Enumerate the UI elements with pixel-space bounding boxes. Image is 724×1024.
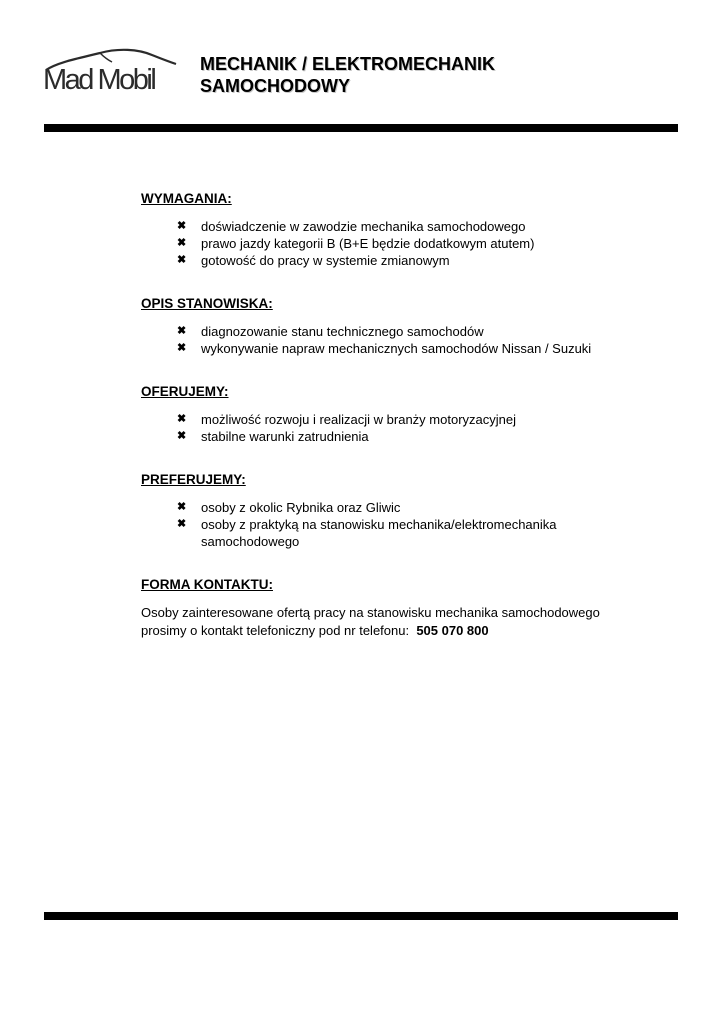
logo: [40, 44, 180, 100]
job-offer-content: [141, 190, 641, 666]
cross-mark-icon: ✖: [177, 413, 187, 425]
section-heading: PREFERUJEMY:: [141, 472, 246, 487]
contact-line-1: Osoby zainteresowane ofertą pracy na stanowisku mechanika samochodowego: [141, 605, 600, 620]
cross-mark-icon: ✖: [177, 501, 187, 513]
contact-text: [141, 604, 641, 640]
list-item: ✖ gotowość do pracy w systemie zmianowym: [177, 253, 450, 268]
list-item: ✖ wykonywanie napraw mechanicznych samochodów Nissan / Suzuki: [177, 341, 592, 356]
section-heading: OPIS STANOWISKA:: [141, 296, 273, 311]
section-heading: FORMA KONTAKTU:: [141, 577, 273, 592]
cross-mark-icon: ✖: [177, 220, 187, 232]
section-we-offer: [141, 383, 641, 445]
cross-mark-icon: ✖: [177, 518, 187, 530]
bottom-divider: [44, 912, 678, 920]
list-item: ✖ diagnozowanie stanu technicznego samochodów: [177, 324, 484, 339]
section-heading: OFERUJEMY:: [141, 384, 229, 399]
phone-number: 505 070 800: [416, 623, 489, 638]
list-item: ✖ osoby z praktyką na stanowisku mechanika/elektromechanika samochodowego: [177, 517, 557, 549]
top-divider: [44, 124, 678, 132]
section-requirements: [141, 190, 641, 269]
section-preferred: [141, 471, 641, 550]
contact-line-2: prosimy o kontakt telefoniczny pod nr telefonu:: [141, 623, 410, 638]
section-contact: [141, 576, 641, 640]
list-item: ✖ stabilne warunki zatrudnienia: [177, 429, 369, 444]
list-item: ✖ możliwość rozwoju i realizacji w branży motoryzacyjnej: [177, 412, 516, 427]
cross-mark-icon: ✖: [177, 254, 187, 266]
list-item: ✖ osoby z okolic Rybnika oraz Gliwic: [177, 500, 401, 515]
list-item: ✖ prawo jazdy kategorii B (B+E będzie dodatkowym atutem): [177, 236, 535, 251]
cross-mark-icon: ✖: [177, 342, 187, 354]
cross-mark-icon: ✖: [177, 430, 187, 442]
title-line-2: SAMOCHODOWY: [200, 76, 350, 96]
cross-mark-icon: ✖: [177, 325, 187, 337]
logo-text: Mad Mobil: [43, 64, 155, 96]
section-heading: WYMAGANIA:: [141, 191, 232, 206]
cross-mark-icon: ✖: [177, 237, 187, 249]
section-job-description: [141, 295, 641, 357]
title-line-1: MECHANIK / ELEKTROMECHANIK: [200, 54, 495, 74]
page-title: [200, 53, 495, 97]
list-item: ✖ doświadczenie w zawodzie mechanika samochodowego: [177, 219, 526, 234]
